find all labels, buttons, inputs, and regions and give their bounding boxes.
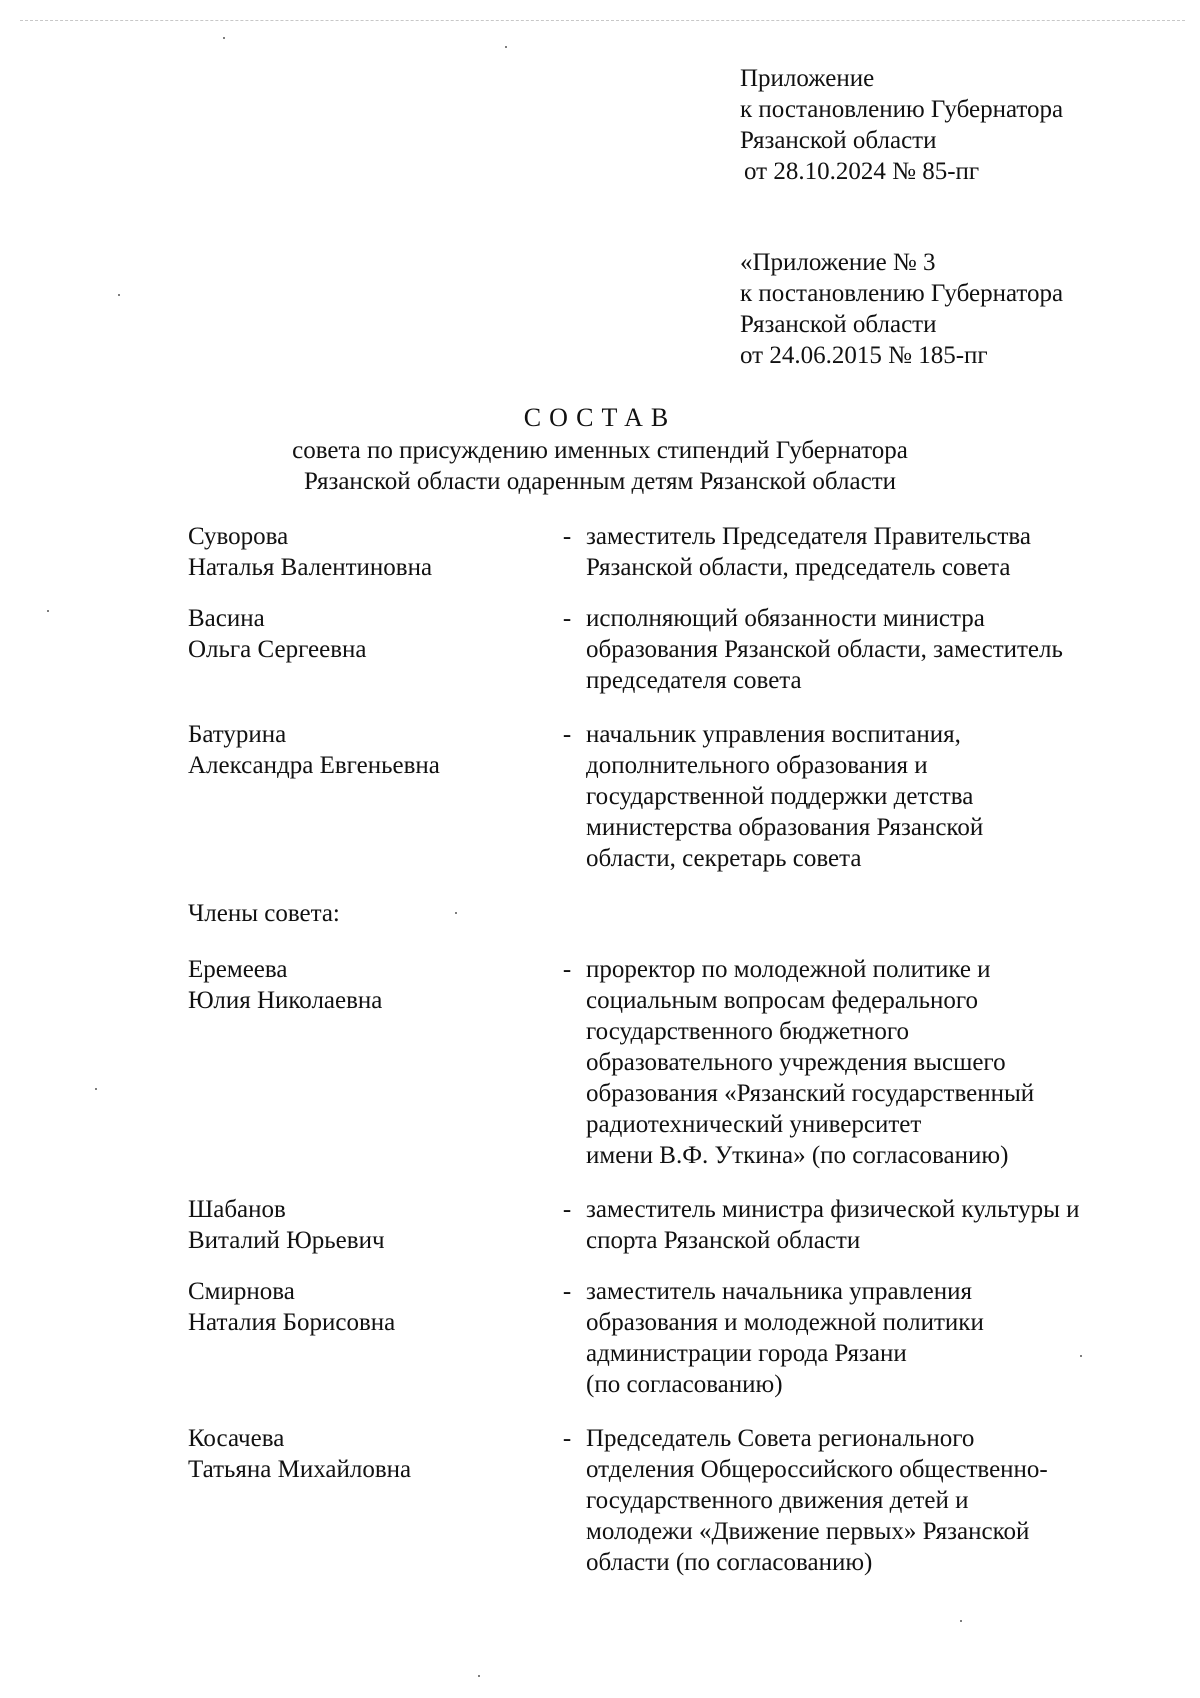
council-composition-list	[188, 521, 1148, 1578]
scan-speck	[478, 1675, 480, 1677]
member-name	[188, 1423, 548, 1485]
role-line: спорта Рязанской области	[586, 1227, 861, 1254]
role-line: области, секретарь совета	[586, 845, 862, 872]
dash-separator: -	[562, 1425, 572, 1452]
document-subtitle	[0, 435, 1200, 497]
dash-separator: -	[562, 956, 572, 983]
role-line: администрации города Рязани	[586, 1340, 907, 1367]
subtitle-line: Рязанской области одаренным детям Рязанской области	[304, 468, 896, 495]
member-given-name: Наталья Валентиновна	[188, 554, 433, 581]
role-line: заместитель министра физической культуры и	[586, 1196, 1080, 1223]
member-surname: Смирнова	[188, 1278, 295, 1305]
member-given-name: Татьяна Михайловна	[188, 1456, 412, 1483]
council-member-row	[188, 1423, 1148, 1578]
member-name	[188, 603, 548, 665]
appendix-reference-header	[740, 247, 1063, 371]
scan-speck	[95, 1088, 97, 1090]
member-surname: Шабанов	[188, 1196, 286, 1223]
role-line: молодежи «Движение первых» Рязанской	[586, 1518, 1030, 1545]
document-title: СОСТАВ	[523, 403, 677, 432]
role-line: образования «Рязанский государственный	[586, 1080, 1035, 1107]
role-line: образования и молодежной политики	[586, 1309, 984, 1336]
role-line: заместитель Председателя Правительства	[586, 523, 1032, 550]
role-line: дополнительного образования и	[586, 752, 928, 779]
role-line: исполняющий обязанности министра	[586, 605, 985, 632]
council-member-row	[188, 521, 1148, 583]
member-role	[586, 1423, 1116, 1578]
role-line: радиотехнический университет	[586, 1111, 922, 1138]
appendix-date: от 28.10.2024 № 85-пг	[744, 158, 980, 185]
appendix-ref-line: «Приложение № 3	[740, 249, 936, 276]
appendix-header	[740, 63, 1063, 187]
role-line: области (по согласованию)	[586, 1549, 873, 1576]
scan-speck	[960, 1620, 962, 1622]
member-given-name: Виталий Юрьевич	[188, 1227, 385, 1254]
role-line: министерства образования Рязанской	[586, 814, 984, 841]
council-member-row	[188, 603, 1148, 696]
member-name	[188, 521, 548, 583]
role-line: образовательного учреждения высшего	[586, 1049, 1006, 1076]
member-given-name: Ольга Сергеевна	[188, 636, 367, 663]
role-line: образования Рязанской области, заместитель	[586, 636, 1063, 663]
role-line: имени В.Ф. Уткина» (по согласованию)	[586, 1142, 1009, 1169]
member-surname: Косачева	[188, 1425, 285, 1452]
member-given-name: Юлия Николаевна	[188, 987, 383, 1014]
member-role	[586, 719, 1116, 874]
appendix-line: к постановлению Губернатора	[740, 96, 1064, 123]
role-line: государственного движения детей и	[586, 1487, 969, 1514]
members-heading: Члены совета:	[188, 900, 340, 927]
dash-separator: -	[562, 1196, 572, 1223]
member-surname: Васина	[188, 605, 265, 632]
member-role	[586, 603, 1116, 696]
member-role	[586, 1194, 1116, 1256]
scan-edge-line	[20, 20, 1185, 21]
member-surname: Суворова	[188, 523, 289, 550]
role-line: отделения Общероссийского общественно-	[586, 1456, 1048, 1483]
member-given-name: Наталия Борисовна	[188, 1309, 396, 1336]
council-member-row	[188, 954, 1148, 1171]
role-line: председателя совета	[586, 667, 802, 694]
subtitle-line: совета по присуждению именных стипендий Губернатора	[292, 437, 908, 464]
member-name	[188, 719, 548, 781]
appendix-ref-line: к постановлению Губернатора	[740, 280, 1064, 307]
council-member-row	[188, 1276, 1148, 1400]
role-line: Рязанской области, председатель совета	[586, 554, 1011, 581]
appendix-line: Приложение	[740, 65, 875, 92]
scan-speck	[223, 37, 225, 39]
council-member-row	[188, 719, 1148, 874]
council-member-row	[188, 1194, 1148, 1256]
member-name	[188, 1194, 548, 1256]
dash-separator: -	[562, 1278, 572, 1305]
role-line: заместитель начальника управления	[586, 1278, 972, 1305]
appendix-ref-line: Рязанской области	[740, 311, 937, 338]
member-role	[586, 1276, 1116, 1400]
role-line: государственной поддержки детства	[586, 783, 974, 810]
dash-separator: -	[562, 523, 572, 550]
member-name	[188, 1276, 548, 1338]
appendix-ref-date: от 24.06.2015 № 185-пг	[740, 342, 988, 369]
role-line: Председатель Совета регионального	[586, 1425, 975, 1452]
member-role	[586, 521, 1116, 583]
role-line: (по согласованию)	[586, 1371, 783, 1398]
member-role	[586, 954, 1116, 1171]
scan-speck	[47, 610, 49, 612]
role-line: начальник управления воспитания,	[586, 721, 961, 748]
role-line: проректор по молодежной политике и	[586, 956, 991, 983]
appendix-line: Рязанской области	[740, 127, 937, 154]
scan-speck	[505, 46, 507, 48]
member-surname: Еремеева	[188, 956, 288, 983]
member-name	[188, 954, 548, 1016]
member-given-name: Александра Евгеньевна	[188, 752, 440, 779]
role-line: государственного бюджетного	[586, 1018, 909, 1045]
dash-separator: -	[562, 605, 572, 632]
dash-separator: -	[562, 721, 572, 748]
member-surname: Батурина	[188, 721, 287, 748]
scan-speck	[118, 294, 120, 296]
role-line: социальным вопросам федерального	[586, 987, 978, 1014]
